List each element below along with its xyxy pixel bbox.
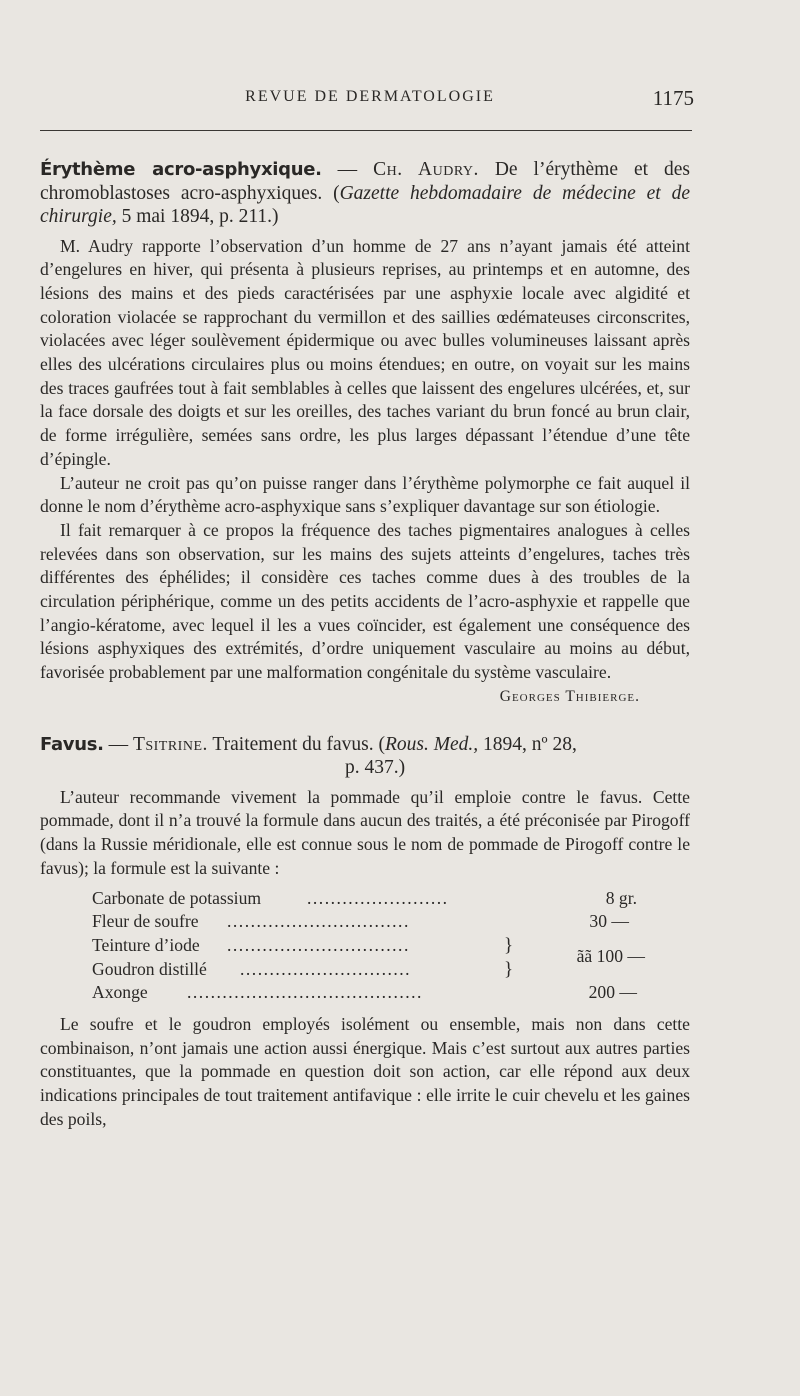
entry-title: Érythème acro-asphyxique. xyxy=(40,159,322,180)
citation-details: 1894, nº 28, xyxy=(478,733,577,755)
body-text xyxy=(40,158,690,1132)
ingredient-quantity: 200 — xyxy=(588,982,637,1003)
leader-dots: ........................................ xyxy=(187,982,423,1003)
journal-name: Gazette hebdomadaire de médecine et de chirurgie, xyxy=(40,182,690,227)
ingredient-name: Fleur de soufre xyxy=(92,911,199,932)
section-gap xyxy=(40,709,690,733)
paragraph: M. Audry rapporte l’observation d’un homme de 27 ans n’ayant jamais été atteint d’engelures en hiver, qui présenta à plusieurs reprises, au printemps et en automne, des lésions des mains et des pieds caractérisées par une asphyxie locale avec algidité et coloration violacée se rapprochant du vermillon et des saillies œdémateuses circonscrites, violacées avec léger soulèvement épidermique ou avec bulles volumineuses laissant après elles des ulcérations circulaires plus ou moins étendues; en outre, on voyait sur les mains des traces gaufrées tout à fait semblables à celles que laissent des engelures ulcérées, et, sur la face dorsale des doigts et sur les oreilles, des taches variant du brun foncé au brun clair, de forme irrégulière, semées sans ordre, les plus larges dépassant l’étendue d’une tête d’épingle. xyxy=(40,235,690,469)
article-heading-erytheme xyxy=(40,158,690,229)
formula-row xyxy=(92,910,637,934)
page-number: 1175 xyxy=(652,86,694,110)
formula-row xyxy=(92,958,637,982)
ingredient-name: Teinture d’iode xyxy=(92,934,200,955)
formula-row xyxy=(92,887,637,911)
heading-dash: — xyxy=(103,733,133,755)
grouped-quantity: ãã 100 — xyxy=(576,945,645,966)
author-name: Tsitrine. xyxy=(132,733,208,755)
ingredient-name: Axonge xyxy=(92,982,148,1003)
paragraph: L’auteur recommande vivement la pommade qu’il emploie contre le favus. Cette pommade, dont il n’a trouvé la formule dans aucun des traités, a été préconisée par Pirogoff (dans la Russie méridionale, elle est connue sous le nom de pommade de Pirogoff contre le favus); la formule est la suivante : xyxy=(40,786,690,878)
leader-dots: ............................... xyxy=(227,911,410,932)
formula-row xyxy=(92,934,645,966)
author-name: Ch. Audry. xyxy=(373,159,479,180)
citation-continuation: p. 437.) xyxy=(344,757,406,779)
article-heading-favus xyxy=(40,733,690,757)
heading-dash: — xyxy=(321,159,374,180)
citation-details: 5 mai 1894, p. 211.) xyxy=(116,206,279,227)
paragraph: L’auteur ne croit pas qu’on puisse ranger dans l’érythème polymorphe ce fait auquel il donne le nom d’érythème acro-asphyxique sans s’expliquer davantage sur son étiologie. xyxy=(40,472,690,517)
ingredient-name: Goudron distillé xyxy=(92,958,207,979)
running-title: REVUE DE DERMATOLOGIE xyxy=(245,88,495,105)
entry-title: Favus. xyxy=(40,733,104,755)
paragraph: Le soufre et le goudron employés isolément ou ensemble, mais non dans cette combinaison, n’ont jamais une action aussi énergique. Mais c’est surtout aux autres parties constituantes, que la pommade en question doit son action, car elle répond aux deux indications principales de tout traitement antifavique : elle irrite le cuir chevelu et les gaines des poils, xyxy=(40,1014,690,1129)
leader-dots: ............................. xyxy=(240,958,412,979)
article-title: De l’érythème et des chromoblastoses acro-asphyxiques. ( xyxy=(40,159,690,204)
leader-dots: ............................... xyxy=(227,934,410,955)
ingredient-quantity: 8 gr. xyxy=(605,887,637,908)
journal-name: Rous. Med., xyxy=(385,733,479,755)
signature: Georges Thibierge. xyxy=(499,687,640,705)
ingredient-quantity: 30 — xyxy=(589,911,629,932)
brace: } xyxy=(504,934,514,956)
ingredient-name: Carbonate de potassium xyxy=(92,887,262,908)
leader-dots: ........................ xyxy=(307,887,449,908)
formula-table xyxy=(92,887,645,1005)
paragraph-text: Il fait remarquer à ce propos la fréquence des taches pigmentaires analogues à celles relevées dans son observation, sur les mains des sujets atteints d’engelures, taches très différentes des éphélides; il considère ces taches comme dues à des troubles de la circulation périphérique, comme un des petits accidents de l’acro-asphyxie et rappelle que l’angio-kératome, avec lequel il les a vues coïncider, est également une conséquence des lésions asphyxiques des extrémités, d’ordre uniquement vasculaire au moins au début, favorisée probablement par une malformation congénitale du système vasculaire. xyxy=(40,519,690,683)
article-title: Traitement du favus. ( xyxy=(207,733,385,755)
page-header xyxy=(40,88,700,114)
brace: } xyxy=(504,958,514,980)
paragraph-with-signature xyxy=(40,519,690,709)
header-rule xyxy=(40,130,692,131)
formula-row xyxy=(92,981,637,1005)
